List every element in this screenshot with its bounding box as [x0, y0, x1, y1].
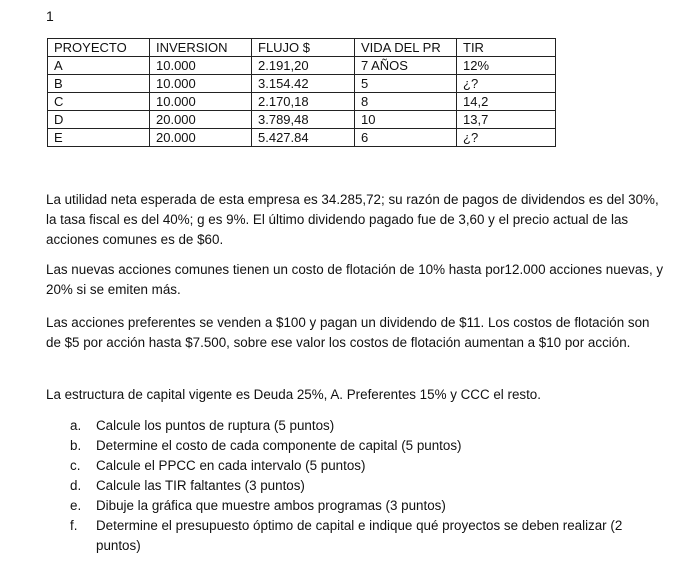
cell-vida: 10 — [355, 111, 457, 129]
cell-flujo: 2.170,18 — [252, 93, 355, 111]
list-item-text: Determine el costo de cada componente de capital (5 puntos) — [96, 438, 462, 453]
cell-inversion: 10.000 — [150, 93, 252, 111]
header-cell-tir: TIR — [457, 39, 556, 57]
cell-vida: 7 AÑOS — [355, 57, 457, 75]
cell-flujo: 2.191,20 — [252, 57, 355, 75]
questions-list — [70, 416, 660, 556]
list-item — [70, 496, 660, 516]
cell-vida: 5 — [355, 75, 457, 93]
list-marker: e. — [70, 498, 82, 513]
table-row — [48, 57, 556, 75]
list-marker: f. — [70, 518, 78, 533]
cell-proyecto: A — [48, 57, 150, 75]
paragraph-preferred-stock: Las acciones preferentes se venden a $100 y pagan un dividendo de $11. Los costos de flotación son de $5 por acción hasta $7.500, sobre ese valor los costos de flotación aumentan a $10 por acción. — [46, 315, 650, 350]
paragraph-capital-structure: La estructura de capital vigente es Deuda 25%, A. Preferentes 15% y CCC el resto. — [46, 387, 541, 402]
header-cell-flujo: FLUJO $ — [252, 39, 355, 57]
cell-tir: ¿? — [457, 75, 556, 93]
cell-tir: ¿? — [457, 129, 556, 147]
cell-proyecto: B — [48, 75, 150, 93]
list-item-text: Determine el presupuesto óptimo de capital e indique qué proyectos se deben realizar (2 puntos) — [96, 518, 623, 553]
projects-table — [47, 38, 556, 147]
cell-tir: 14,2 — [457, 93, 556, 111]
table-row — [48, 93, 556, 111]
cell-inversion: 20.000 — [150, 111, 252, 129]
list-marker: b. — [70, 438, 82, 453]
cell-proyecto: D — [48, 111, 150, 129]
table-row — [48, 129, 556, 147]
header-cell-proyecto: PROYECTO — [48, 39, 150, 57]
list-item — [70, 476, 660, 496]
cell-vida: 8 — [355, 93, 457, 111]
list-marker: a. — [70, 418, 82, 433]
cell-flujo: 3.789,48 — [252, 111, 355, 129]
cell-inversion: 10.000 — [150, 57, 252, 75]
cell-proyecto: C — [48, 93, 150, 111]
list-item-text: Dibuje la gráfica que muestre ambos programas (3 puntos) — [96, 498, 446, 513]
table-row — [48, 111, 556, 129]
cell-proyecto: E — [48, 129, 150, 147]
list-marker: c. — [70, 458, 81, 473]
cell-tir: 12% — [457, 57, 556, 75]
cell-inversion: 10.000 — [150, 75, 252, 93]
cell-flujo: 3.154.42 — [252, 75, 355, 93]
list-marker: d. — [70, 478, 82, 493]
list-item-text: Calcule las TIR faltantes (3 puntos) — [96, 478, 305, 493]
cell-vida: 6 — [355, 129, 457, 147]
paragraph-dividend-info: La utilidad neta esperada de esta empresa es 34.285,72; su razón de pagos de dividendos es del 30%, la tasa fiscal es del 40%; g es 9%. El último dividendo pagado fue de 3,60 y el precio actual de las acciones comunes es de $60. — [46, 192, 659, 247]
header-cell-vida: VIDA DEL PR — [355, 39, 457, 57]
page-number: 1 — [46, 8, 54, 24]
list-item — [70, 456, 660, 476]
list-item — [70, 416, 660, 436]
cell-tir: 13,7 — [457, 111, 556, 129]
cell-inversion: 20.000 — [150, 129, 252, 147]
list-item-text: Calcule el PPCC en cada intervalo (5 puntos) — [96, 458, 366, 473]
list-item — [70, 516, 660, 556]
header-cell-inversion: INVERSION — [150, 39, 252, 57]
list-item-text: Calcule los puntos de ruptura (5 puntos) — [96, 418, 335, 433]
paragraph-common-stock-flotation: Las nuevas acciones comunes tienen un costo de flotación de 10% hasta por12.000 acciones nuevas, y 20% si se emiten más. — [46, 262, 664, 297]
table-header-row — [48, 39, 556, 57]
cell-flujo: 5.427.84 — [252, 129, 355, 147]
table-row — [48, 75, 556, 93]
list-item — [70, 436, 660, 456]
